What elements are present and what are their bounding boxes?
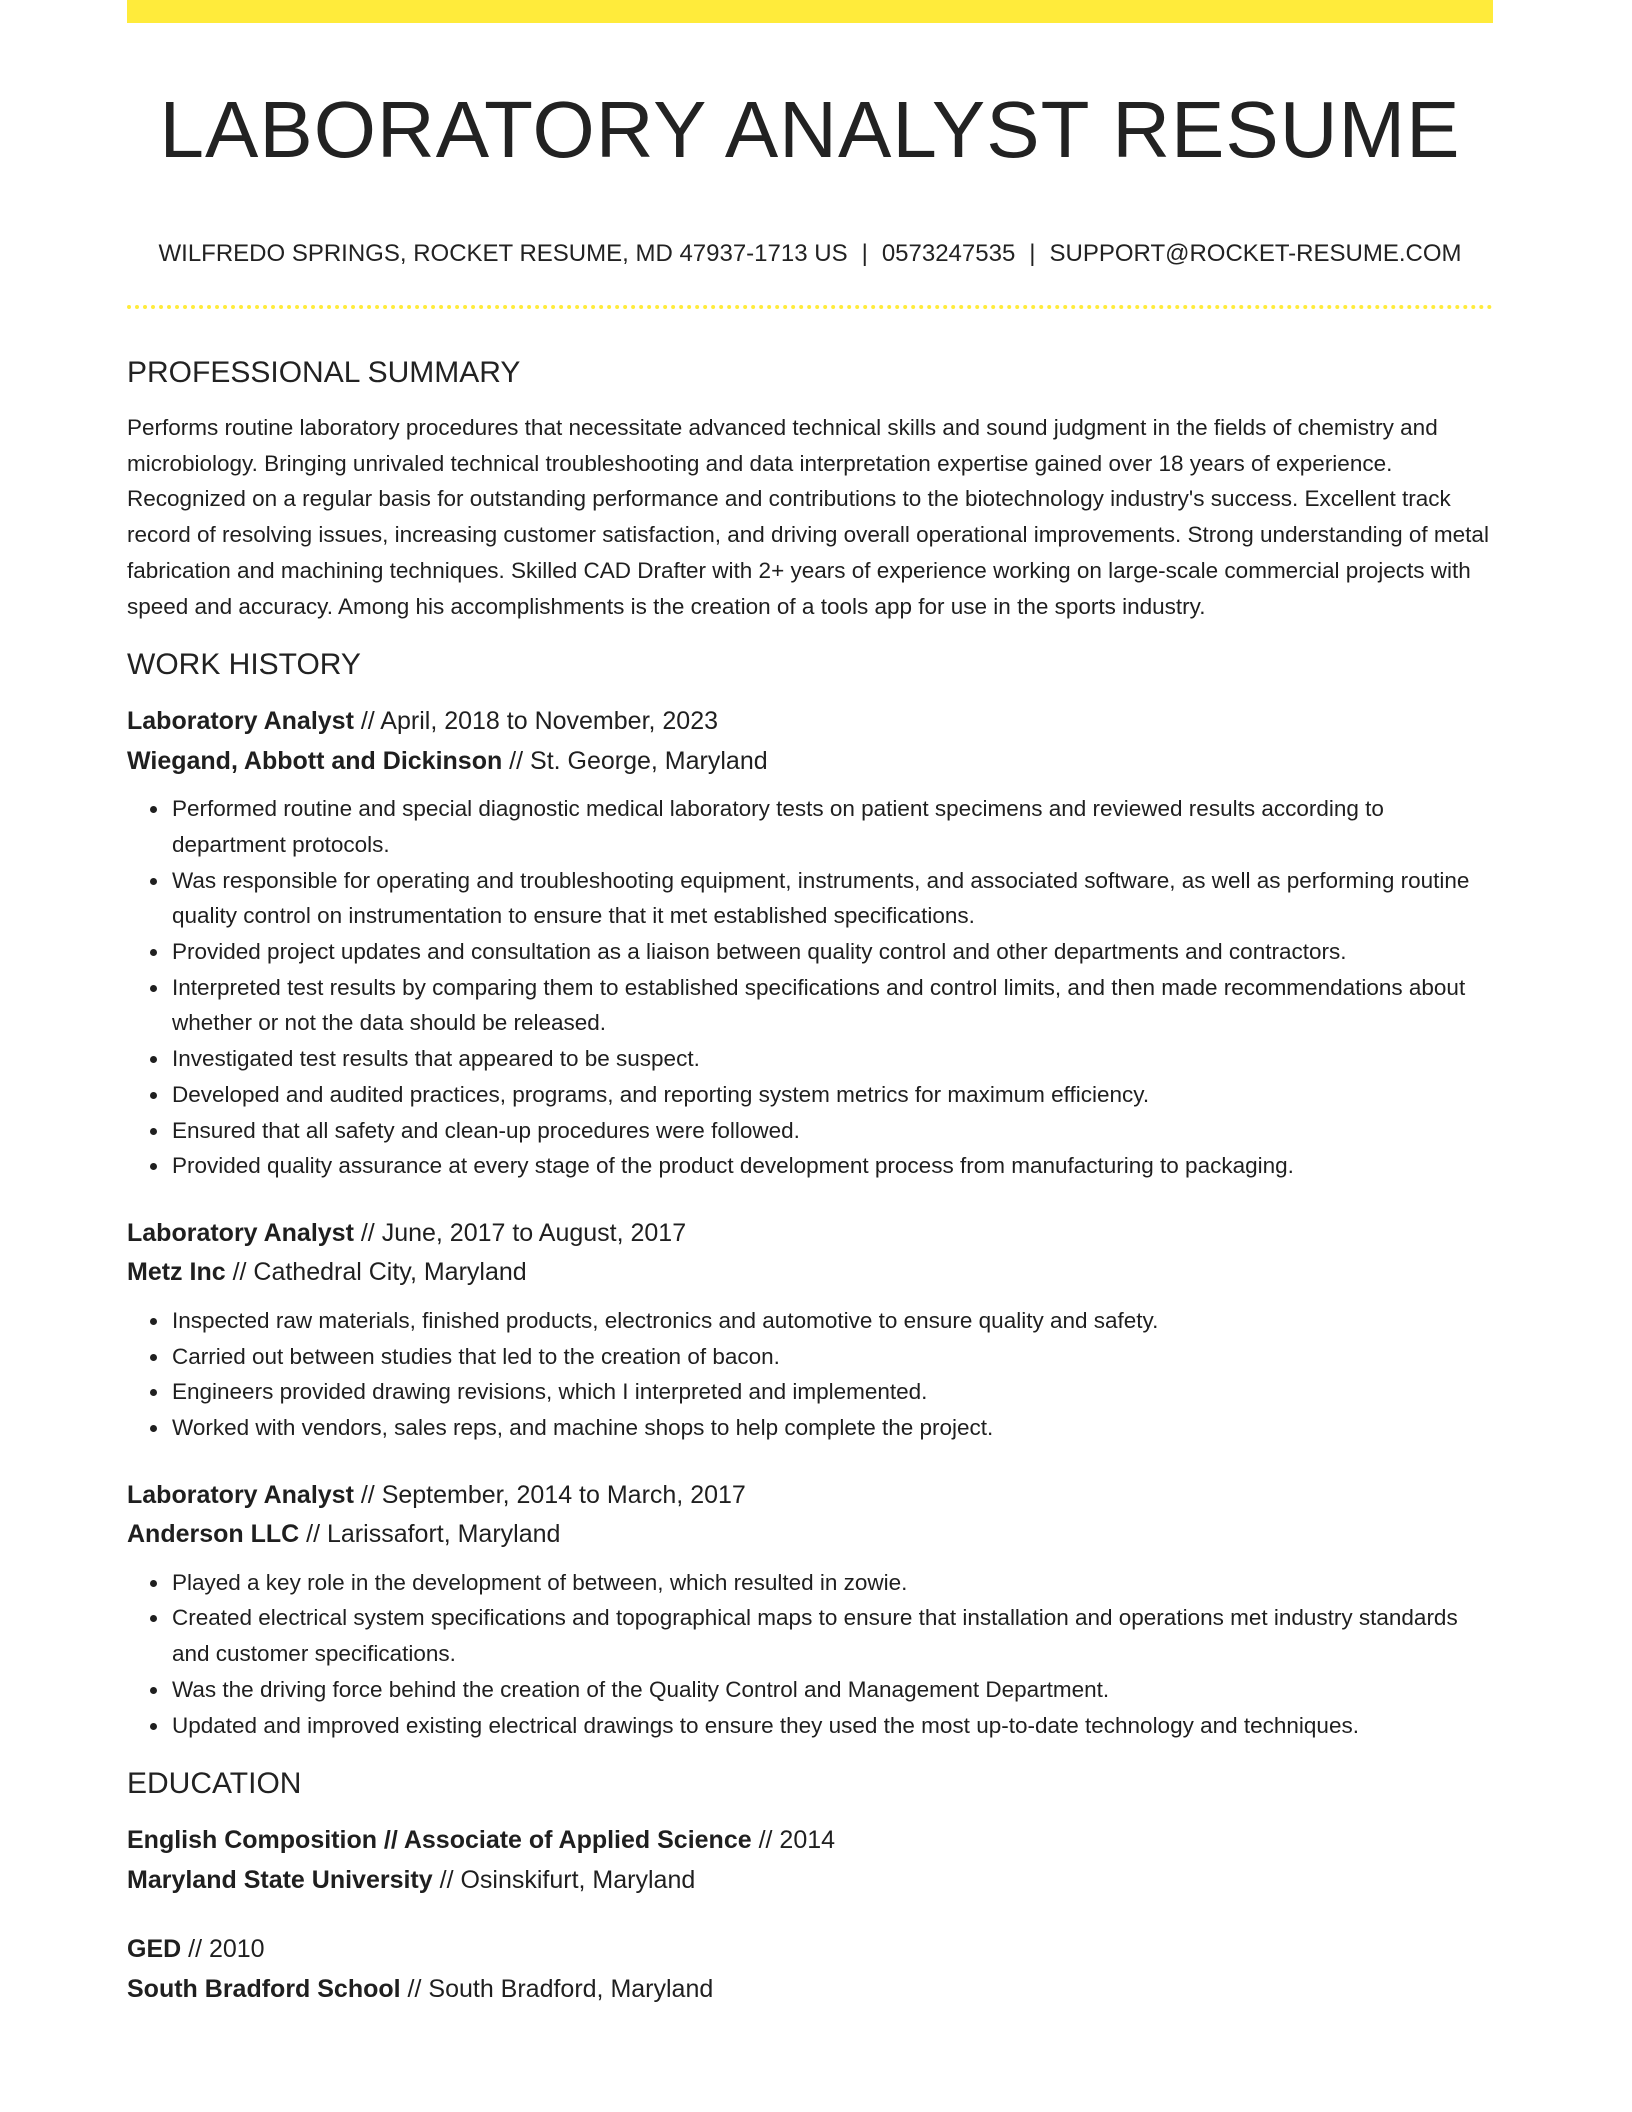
job-entry bbox=[127, 1476, 1493, 1744]
summary-section bbox=[127, 350, 1493, 624]
duty-item: • Created electrical system specifications and topographical maps to ensure that installation and operations met industry standards and customer specifications. bbox=[170, 1600, 1493, 1671]
duty-list bbox=[127, 1565, 1493, 1744]
education-degree: GED bbox=[127, 1935, 182, 1964]
duty-item: • Ensured that all safety and clean-up procedures were followed. bbox=[170, 1113, 1493, 1149]
education-school-line bbox=[127, 1970, 1493, 2010]
duty-list bbox=[127, 1303, 1493, 1446]
job-location: // Cathedral City, Maryland bbox=[225, 1258, 527, 1287]
education-school: Maryland State University bbox=[127, 1865, 433, 1894]
education-year: // 2014 bbox=[751, 1826, 836, 1855]
accent-bar bbox=[127, 0, 1493, 23]
job-company-line bbox=[127, 1515, 1493, 1555]
duty-item: • Updated and improved existing electrical drawings to ensure they used the most up-to-date technology and techniques. bbox=[170, 1708, 1493, 1744]
duty-item: • Inspected raw materials, finished products, electronics and automotive to ensure quality and safety. bbox=[170, 1303, 1493, 1339]
education-section bbox=[127, 1761, 1493, 2009]
education-school: South Bradford School bbox=[127, 1974, 401, 2003]
duty-item: • Played a key role in the development of between, which resulted in zowie. bbox=[170, 1565, 1493, 1601]
duty-item: • Performed routine and special diagnostic medical laboratory tests on patient specimens and reviewed results according to department protocols. bbox=[170, 791, 1493, 862]
contact-email[interactable]: SUPPORT@ROCKET-RESUME.COM bbox=[1049, 240, 1462, 267]
education-year: // 2010 bbox=[181, 1935, 265, 1964]
job-title: Laboratory Analyst bbox=[127, 1218, 354, 1247]
job-title: Laboratory Analyst bbox=[127, 707, 354, 736]
job-location: // Larissafort, Maryland bbox=[299, 1520, 561, 1549]
resume-body bbox=[127, 350, 1493, 2009]
resume-title: LABORATORY ANALYST RESUME bbox=[159, 85, 1461, 174]
job-company-line bbox=[127, 1253, 1493, 1293]
job-company-line bbox=[127, 742, 1493, 782]
job-title-line bbox=[127, 702, 1493, 742]
contact-separator: | bbox=[1029, 240, 1036, 267]
job-entry bbox=[127, 702, 1493, 1184]
job-location: // St. George, Maryland bbox=[502, 746, 768, 775]
duty-item: • Provided project updates and consultation as a liaison between quality control and other departments and contractors. bbox=[170, 934, 1493, 970]
education-degree: English Composition // Associate of Applied Science bbox=[127, 1826, 752, 1855]
job-title-line bbox=[127, 1214, 1493, 1254]
duty-item: • Interpreted test results by comparing them to established specifications and control limits, and then made recommendations about whether or not the data should be released. bbox=[170, 970, 1493, 1041]
job-company: Anderson LLC bbox=[127, 1520, 300, 1549]
duty-item: • Worked with vendors, sales reps, and machine shops to help complete the project. bbox=[170, 1410, 1493, 1446]
job-company: Metz Inc bbox=[127, 1258, 226, 1287]
duty-item: • Carried out between studies that led to the creation of bacon. bbox=[170, 1339, 1493, 1375]
duty-item: • Investigated test results that appeared to be suspect. bbox=[170, 1041, 1493, 1077]
education-degree-line bbox=[127, 1821, 1493, 1861]
duty-item: • Developed and audited practices, programs, and reporting system metrics for maximum efficiency. bbox=[170, 1077, 1493, 1113]
section-heading: WORK HISTORY bbox=[127, 648, 361, 682]
job-title: Laboratory Analyst bbox=[127, 1480, 354, 1509]
section-heading: EDUCATION bbox=[127, 1767, 302, 1801]
summary-text: Performs routine laboratory procedures that necessitate advanced technical skills and sound judgment in the fields of chemistry and microbiology. Bringing unrivaled technical troubleshooting and data interpretation expertise gained over 18 years of experience. Recognized on a regular basis for outstanding performance and contributions to the biotechnology industry's success. Excellent track record of resolving issues, increasing customer satisfaction, and driving overall operational improvements. Strong understanding of metal fabrication and machining techniques. Skilled CAD Drafter with 2+ years of experience working on large-scale commercial projects with speed and accuracy. Among his accomplishments is the creation of a tools app for use in the sports industry. bbox=[127, 415, 1489, 619]
contact-address: WILFREDO SPRINGS, ROCKET RESUME, MD 47937-1713 US bbox=[158, 240, 848, 267]
education-location: // South Bradford, Maryland bbox=[400, 1974, 714, 2003]
job-company: Wiegand, Abbott and Dickinson bbox=[127, 746, 503, 775]
education-school-line bbox=[127, 1861, 1493, 1901]
education-degree-line bbox=[127, 1930, 1493, 1970]
education-location: // Osinskifurt, Maryland bbox=[432, 1865, 696, 1894]
dotted-divider bbox=[127, 305, 1493, 309]
education-entry bbox=[127, 1821, 1493, 1900]
duty-item: • Provided quality assurance at every stage of the product development process from manufacturing to packaging. bbox=[170, 1148, 1493, 1184]
education-entry bbox=[127, 1930, 1493, 2009]
work-history-section bbox=[127, 642, 1493, 1743]
job-title-line bbox=[127, 1476, 1493, 1516]
contact-phone: 0573247535 bbox=[881, 240, 1016, 267]
job-entry bbox=[127, 1214, 1493, 1446]
contact-line bbox=[127, 234, 1493, 274]
duty-item: • Engineers provided drawing revisions, which I interpreted and implemented. bbox=[170, 1374, 1493, 1410]
section-heading: PROFESSIONAL SUMMARY bbox=[127, 356, 521, 389]
duty-list bbox=[127, 791, 1493, 1184]
duty-item: • Was responsible for operating and troubleshooting equipment, instruments, and associated software, as well as performing routine quality control on instrumentation to ensure that it met established specifications. bbox=[170, 863, 1493, 934]
job-dates: // June, 2017 to August, 2017 bbox=[353, 1218, 687, 1247]
contact-separator: | bbox=[861, 240, 868, 267]
duty-item: • Was the driving force behind the creation of the Quality Control and Management Department. bbox=[170, 1672, 1493, 1708]
job-dates: // April, 2018 to November, 2023 bbox=[353, 707, 719, 736]
job-dates: // September, 2014 to March, 2017 bbox=[353, 1480, 746, 1509]
